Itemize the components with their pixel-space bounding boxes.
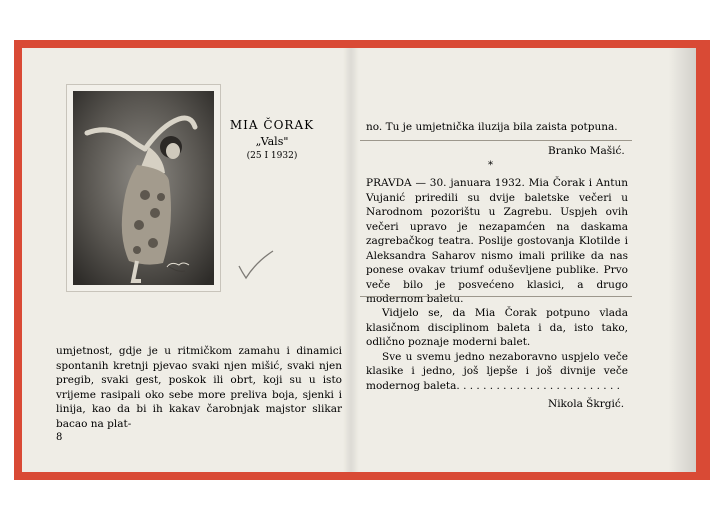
review-section: [366, 306, 628, 393]
performance-date: (25 I 1932): [246, 151, 298, 161]
dancer-photo: [66, 84, 221, 292]
dancer-name: MIA ČORAK: [229, 118, 315, 132]
top-line: [366, 120, 628, 135]
dancer-photo-image: [67, 85, 220, 291]
pravda-article: [366, 176, 628, 307]
signature-branko: Branko Mašić.: [548, 145, 625, 157]
section-rule: [360, 296, 632, 297]
signature-nikola: Nikola Škrgić.: [548, 398, 625, 410]
review-conclusion: Sve u svemu jedno nezaboravno uspjelo veče klasike i jedno, još ljepše i još divnije veče modernog baleta. . . . . . . . . . . . . . . . . . . . . . . . .: [366, 350, 628, 392]
pencil-checkmark-icon: [236, 248, 276, 282]
page-edge-shadow: [668, 48, 696, 472]
left-paragraph-text: umjetnost, gdje je u ritmičkom zamahu i dinamici spontanih kretnji pjevao svaki njen mišić, svaki njen pregib, svaki gest, poskok ili obrt, koji su u isto vrijeme rasipali oko sebe more preliva boja, sjenki i linija, kao da bi ih kakav čarobnjak majstor slikar bacao na plat-: [56, 345, 342, 430]
review-paragraph: Vidjelo se, da Mia Čorak potpuno vlada klasičnom disciplinom baleta i da, isto tako, odlično poznaje moderni balet.: [366, 307, 628, 348]
separator-star: *: [488, 160, 493, 171]
pravda-article-text: PRAVDA — 30. januara 1932. Mia Čorak i Antun Vujanić priredili su dvije baletske večeri u Narodnom pozorištu u Zagrebu. Uspjeh ovih večeri upravo je nezapamćen na daskama zagrebačkog teatra. Poslije gostovanja Klotilde i Aleksandra Saharov nismo imali prilike da nas ponese ovakav triumf oduševljene publike. Prvo veče bilo je posvećeno klasici, a drugo modernom baletu.: [366, 177, 628, 305]
top-line-text: no. Tu je umjetnička iluzija bila zaista potpuna.: [366, 121, 618, 133]
section-rule: [360, 140, 632, 141]
dance-title: „Vals": [255, 135, 289, 148]
left-page-paragraph: [56, 344, 342, 431]
spine: [343, 48, 359, 472]
photo-caption: [217, 118, 327, 161]
page-number: 8: [56, 432, 63, 443]
